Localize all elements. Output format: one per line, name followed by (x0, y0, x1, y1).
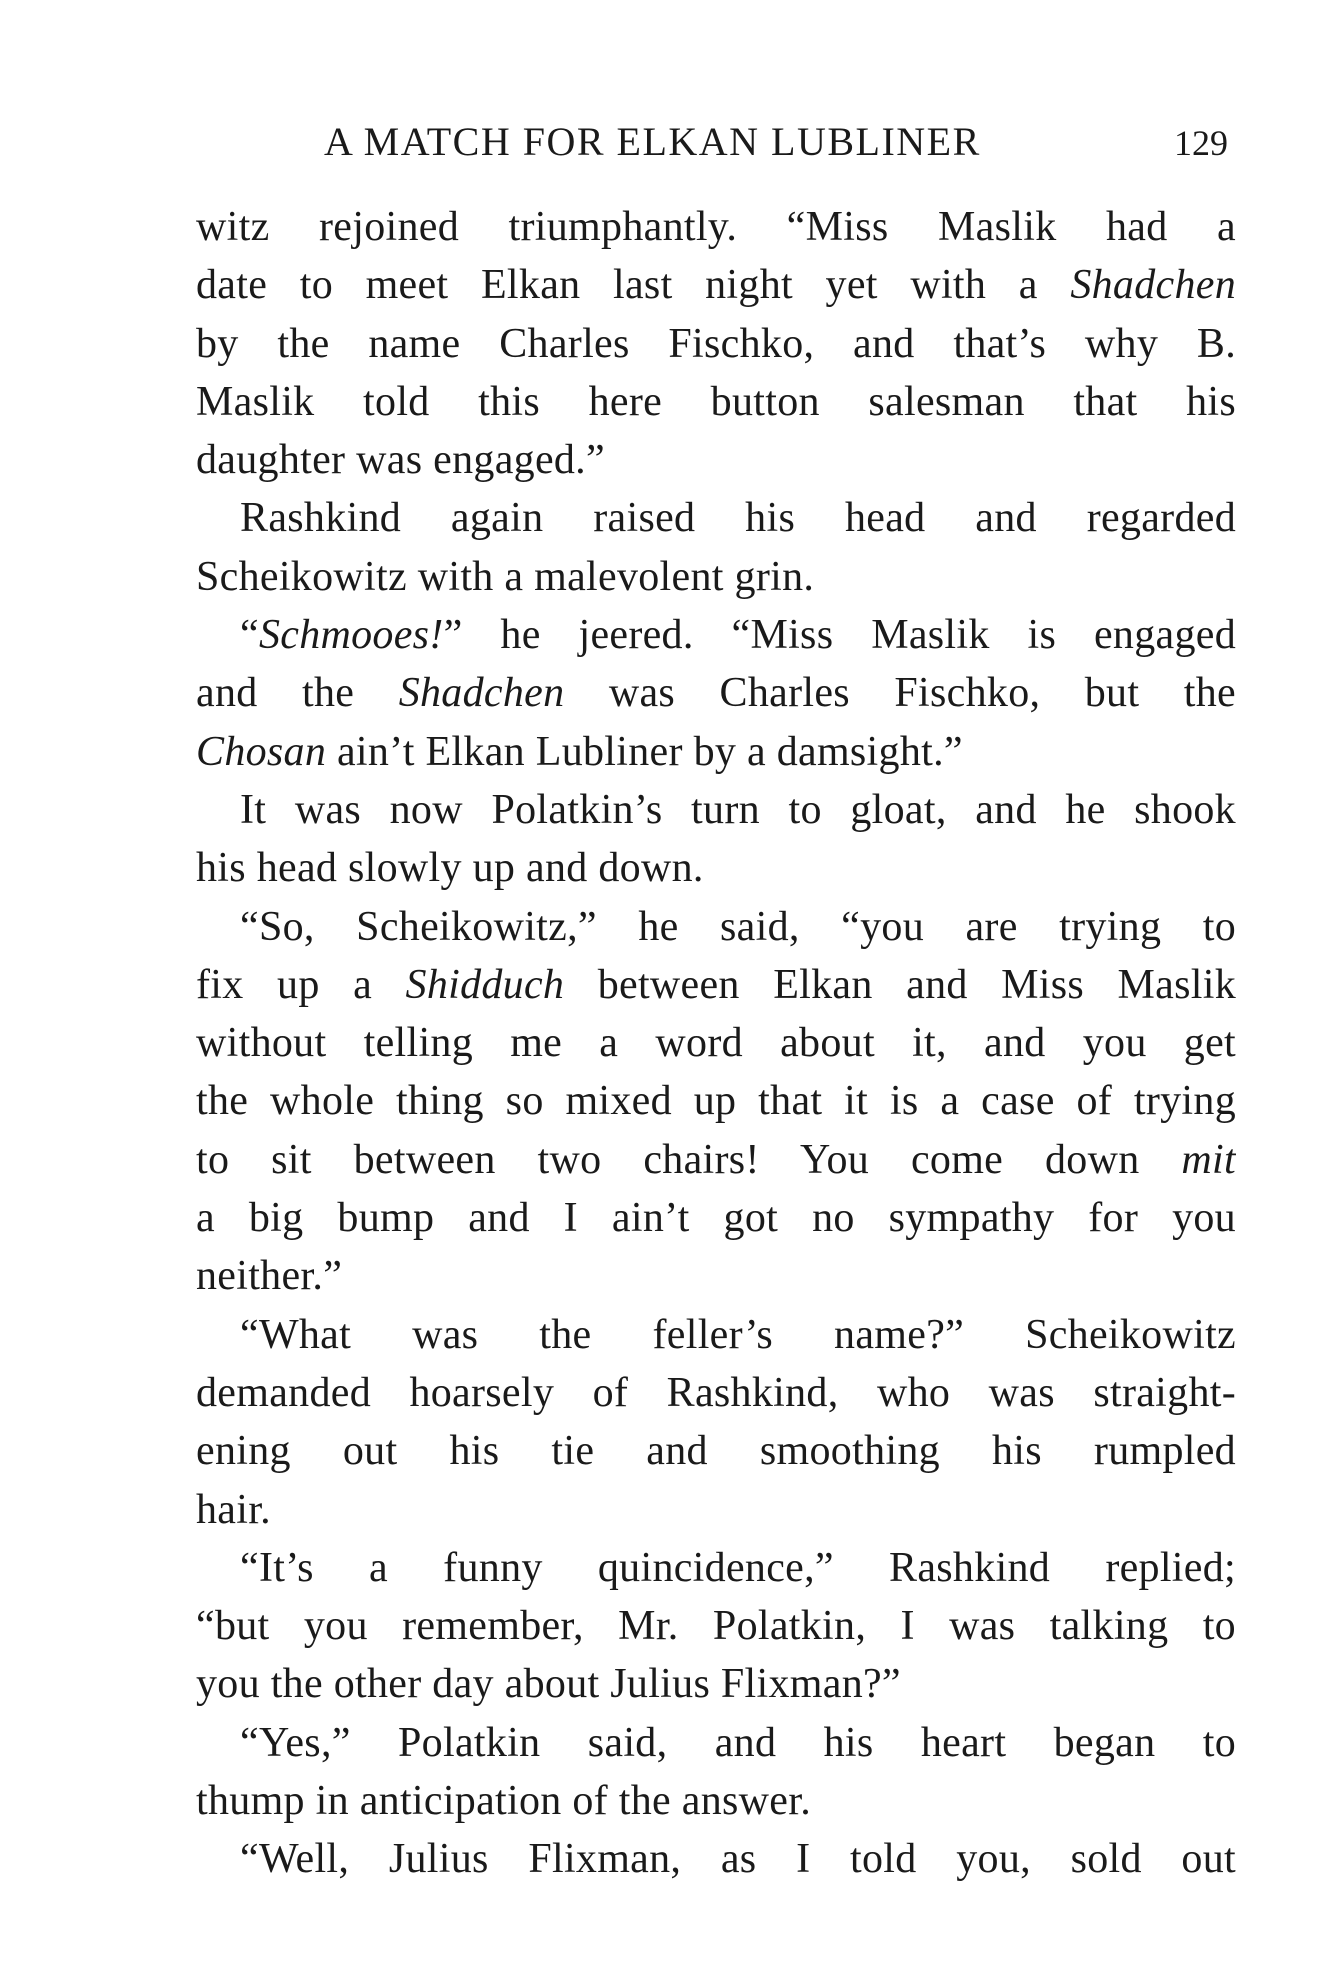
text-line: daughter was engaged.” (196, 437, 605, 484)
text-line: without telling me a word about it, and you get (196, 1020, 1236, 1067)
text-line: thump in anticipation of the answer. (196, 1778, 812, 1825)
text-line: to sit between two chairs! You come down mit (196, 1136, 1236, 1183)
paragraph (196, 898, 1236, 1306)
page-header (196, 118, 1236, 178)
paragraph (196, 1830, 1236, 1888)
text-line: you the other day about Julius Flixman?” (196, 1661, 901, 1708)
text-line: “What was the feller’s name?” Scheikowitz (240, 1311, 1236, 1358)
text-line: It was now Polatkin’s turn to gloat, and he shook (240, 786, 1236, 833)
text-line: “Yes,” Polatkin said, and his heart began to (240, 1719, 1236, 1766)
text-line: witz rejoined triumphantly. “Miss Maslik had a (196, 204, 1236, 250)
paragraph (196, 606, 1236, 781)
text-line: and the Shadchen was Charles Fischko, but the (196, 670, 1236, 717)
text-line: by the name Charles Fischko, and that’s why B. (196, 320, 1236, 367)
paragraph (196, 781, 1236, 898)
body-text (196, 198, 1236, 1889)
page-number: 129 (1174, 123, 1228, 163)
text-line: a big bump and I ain’t got no sympathy for you (196, 1195, 1236, 1242)
paragraph (196, 1714, 1236, 1831)
text-line: neither.” (196, 1253, 343, 1300)
text-line: “Well, Julius Flixman, as I told you, sold out (240, 1836, 1236, 1883)
paragraph (196, 489, 1236, 606)
text-line: his head slowly up and down. (196, 845, 704, 892)
paragraph (196, 1539, 1236, 1714)
text-line: date to meet Elkan last night yet with a Shadchen (196, 262, 1236, 309)
text-line: ening out his tie and smoothing his rumpled (196, 1428, 1236, 1475)
text-line: the whole thing so mixed up that it is a case of trying (196, 1078, 1236, 1125)
paragraph (196, 198, 1236, 489)
text-line: hair. (196, 1486, 271, 1533)
text-line: “So, Scheikowitz,” he said, “you are trying to (240, 903, 1236, 950)
text-line: “but you remember, Mr. Polatkin, I was talking to (196, 1603, 1236, 1650)
text-line: “It’s a funny quincidence,” Rashkind replied; (240, 1544, 1236, 1591)
text-line: demanded hoarsely of Rashkind, who was straight- (196, 1369, 1236, 1416)
paragraph (196, 1306, 1236, 1539)
text-line: Rashkind again raised his head and regarded (240, 495, 1236, 542)
running-title: A MATCH FOR ELKAN LUBLINER (324, 119, 981, 164)
text-line: Chosan ain’t Elkan Lubliner by a damsight.” (196, 728, 963, 775)
text-line: “Schmooes!” he jeered. “Miss Maslik is engaged (240, 612, 1236, 659)
text-line: Maslik told this here button salesman that his (196, 378, 1236, 425)
text-line: Scheikowitz with a malevolent grin. (196, 553, 815, 600)
text-line: fix up a Shidduch between Elkan and Miss Maslik (196, 961, 1236, 1008)
